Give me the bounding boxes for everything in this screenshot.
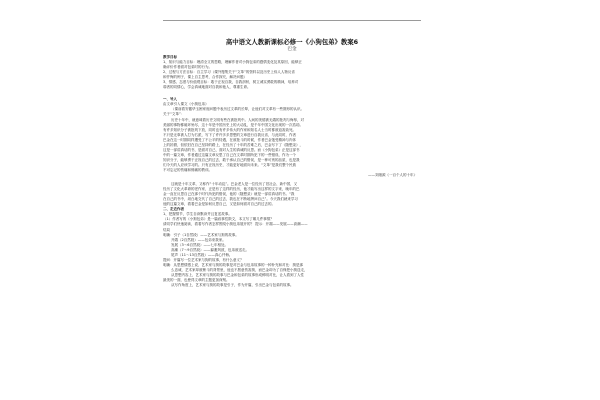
questions-block xyxy=(163,258,421,288)
structure-item: 尾声（11～13自然段）——真心忏悔。 xyxy=(171,252,233,257)
structure-item: 发展（3～6自然段）——七年相处。 xyxy=(171,242,228,247)
question-line: 么忠诚，艺术家却被揪斗的背景里，他也不愿意伤害狗，而巴金却为了自保把小狗送走， xyxy=(171,267,308,272)
paragraph-line: 这就是十年文革，又称作“十年动乱”。巴金老人是一位经历了旧社会、新中国，又 xyxy=(171,182,298,187)
objective-line: 2、过程与方法目标：自主学习（课外搜集关于“文革”的资料以及历史上伟人人物反省 xyxy=(163,70,295,75)
document-page xyxy=(163,20,421,392)
objective-line: 和忏悔的例子，课上自主思考，合作探究，解决问题） xyxy=(163,75,247,80)
paragraph-line: 巴金在这一时期同样遭受了不公平的待遇，在被批斗的时候，作者巴金饱受精神与肉体 xyxy=(163,137,296,142)
section-heading: 一、导入 xyxy=(163,97,177,102)
objective-line: 确评价作者面对包弟时的行为。 xyxy=(163,65,212,70)
paragraph-line: 有许多知识分子被批判下放，同时也有许多伟大的作家和知名人士当时都被迫害致死。 xyxy=(163,127,296,132)
section-author xyxy=(163,207,421,232)
culture-paragraph xyxy=(163,118,421,179)
section-line: 结局 xyxy=(163,227,170,232)
objectives-block xyxy=(163,55,421,90)
structure-item: 明确：引子（1自然段）——艺术家与狗的故事。 xyxy=(163,232,239,237)
document-author: 巴金 xyxy=(287,47,297,52)
question-line: 从写作角度上，艺术家与狗的故事是引子，作为开篇，引出巴金与包弟的故事。 xyxy=(171,283,294,288)
paragraph-line: 上的折磨，但依旧在自己坚持的路上，在经历了十年的苦难之后，巴金写下了《随想录》， xyxy=(163,142,303,147)
paragraph-line: 不只是无辜被人打为右派，写下了许许多多思想的文章进行自我反省，与此同时，作者 xyxy=(163,132,296,137)
paragraph-line: 中的一篇文章，作者通过这篇文章反思了自己在文革时期所犯下的一些错误，作为一个 xyxy=(163,152,296,157)
bajin-paragraph xyxy=(163,182,421,207)
paragraph-line: 不可忘记的伤痛和惨痛的教训。 xyxy=(163,167,212,172)
objective-line: 1、知识与能力目标：理清全文的思路，理解作者对小狗包弟的感情变化及其原因，能够正 xyxy=(163,60,302,65)
structure-item: 开端（2自然段）——包弟来我家。 xyxy=(171,237,226,242)
paragraph-line: 在自己的书中，坦白地交代了自己的过去，我也在不断地拷问自己”。今天我们就来学习 xyxy=(163,197,298,202)
paragraph-line: 经历了文化大革命的老作家，正是有了这样的经历，他才能写出这样的文字来，晚年的巴 xyxy=(163,187,300,192)
section-line: （课前看安徽华玉困家庭问题中表历过文革的长辈，让他们对文革有一些图形的认识。 xyxy=(171,107,304,112)
section-heading: 二、走近作者 xyxy=(163,207,184,212)
structure-list xyxy=(163,233,421,258)
question-line: 明确：从思想情感上说，艺术家与狗的故事是对巴金与包弟故事的一种补充和对比：狗是那 xyxy=(163,262,303,267)
paragraph-line: 们今天的人应该学习的。只有正视历史，才能更好地面向未来。“文革”是我们整个民族 xyxy=(163,162,297,167)
objective-line: 3、情感、态度与价值观目标：敢于正视自我，自我剖析，树立诚实勇敢的精神，培养对 xyxy=(163,80,299,85)
paragraph-line: 历史十年中，就意味着历史文明有些在被批判中。人间的美德被无端的批判与侮辱，对 xyxy=(171,117,304,122)
section-intro xyxy=(163,97,421,117)
question-line: 最美的一面，也使得文章的主题更加深刻。 xyxy=(163,277,230,282)
section-line: 关于“文革”： xyxy=(163,112,185,117)
objective-line: 弱者的同情心，学会真诚地面对自我和他人，尊重生命。 xyxy=(163,85,251,90)
section-line: 由文章引入课文《小狗包弟》 xyxy=(163,102,209,107)
top-rule xyxy=(163,20,421,21)
document-title: 高中语文人教新课标必修一《小狗包弟》教案6 xyxy=(225,38,359,46)
paragraph-line: 这是一部讲真话的书，是面对自己、面对人生的真诚的反思。而《小狗包弟》正是这部书 xyxy=(163,147,300,152)
objectives-heading: 教学目标 xyxy=(163,55,177,59)
question-line: 提问：开篇写一位艺术家与狗的故事，有什么意义？ xyxy=(163,257,244,262)
section-line: 1、把握情节，学生自读默读并且复述故事。 xyxy=(163,212,232,217)
structure-item: 高潮（7～9自然段）——躲避风波，包弟被送走。 xyxy=(171,247,249,252)
paragraph-line: 他的这篇文章，看看巴金是如何反思自己，又是如何面对自己的过去的。 xyxy=(163,202,275,207)
section-line: 请同学们快速阅读，看看写作者怎样围绕小狗包弟展开的？ 提示：开端——发展——高潮—— xyxy=(163,222,308,227)
paragraph-line: 美丽的事物都破坏殆尽，这十年是中国历史上的大动乱，是千年中国文化出现的一次浩劫。 xyxy=(163,122,303,127)
document-body xyxy=(163,55,421,288)
section-line: （1）作者写的《小狗包弟》是一篇叙事性散文，本文写了哪几件事情？ xyxy=(163,217,274,222)
paragraph-line: 金一直在反思自己在那个时代所犯的错误，他的《随想录》就是一部讲真话的书。“我 xyxy=(163,192,295,197)
question-line: 从思想内容上，艺术家与狗的故事与巴金和包弟的故事形成鲜明对比，让人看到了人性 xyxy=(171,272,304,277)
quote-source: ——刘绪源《一百个人的十年》 xyxy=(368,173,417,178)
paragraph-line: 知识分子，能够勇于正视自己的过去，敢于承认自己的错误，是一种可贵的品质，也是我 xyxy=(163,157,300,162)
